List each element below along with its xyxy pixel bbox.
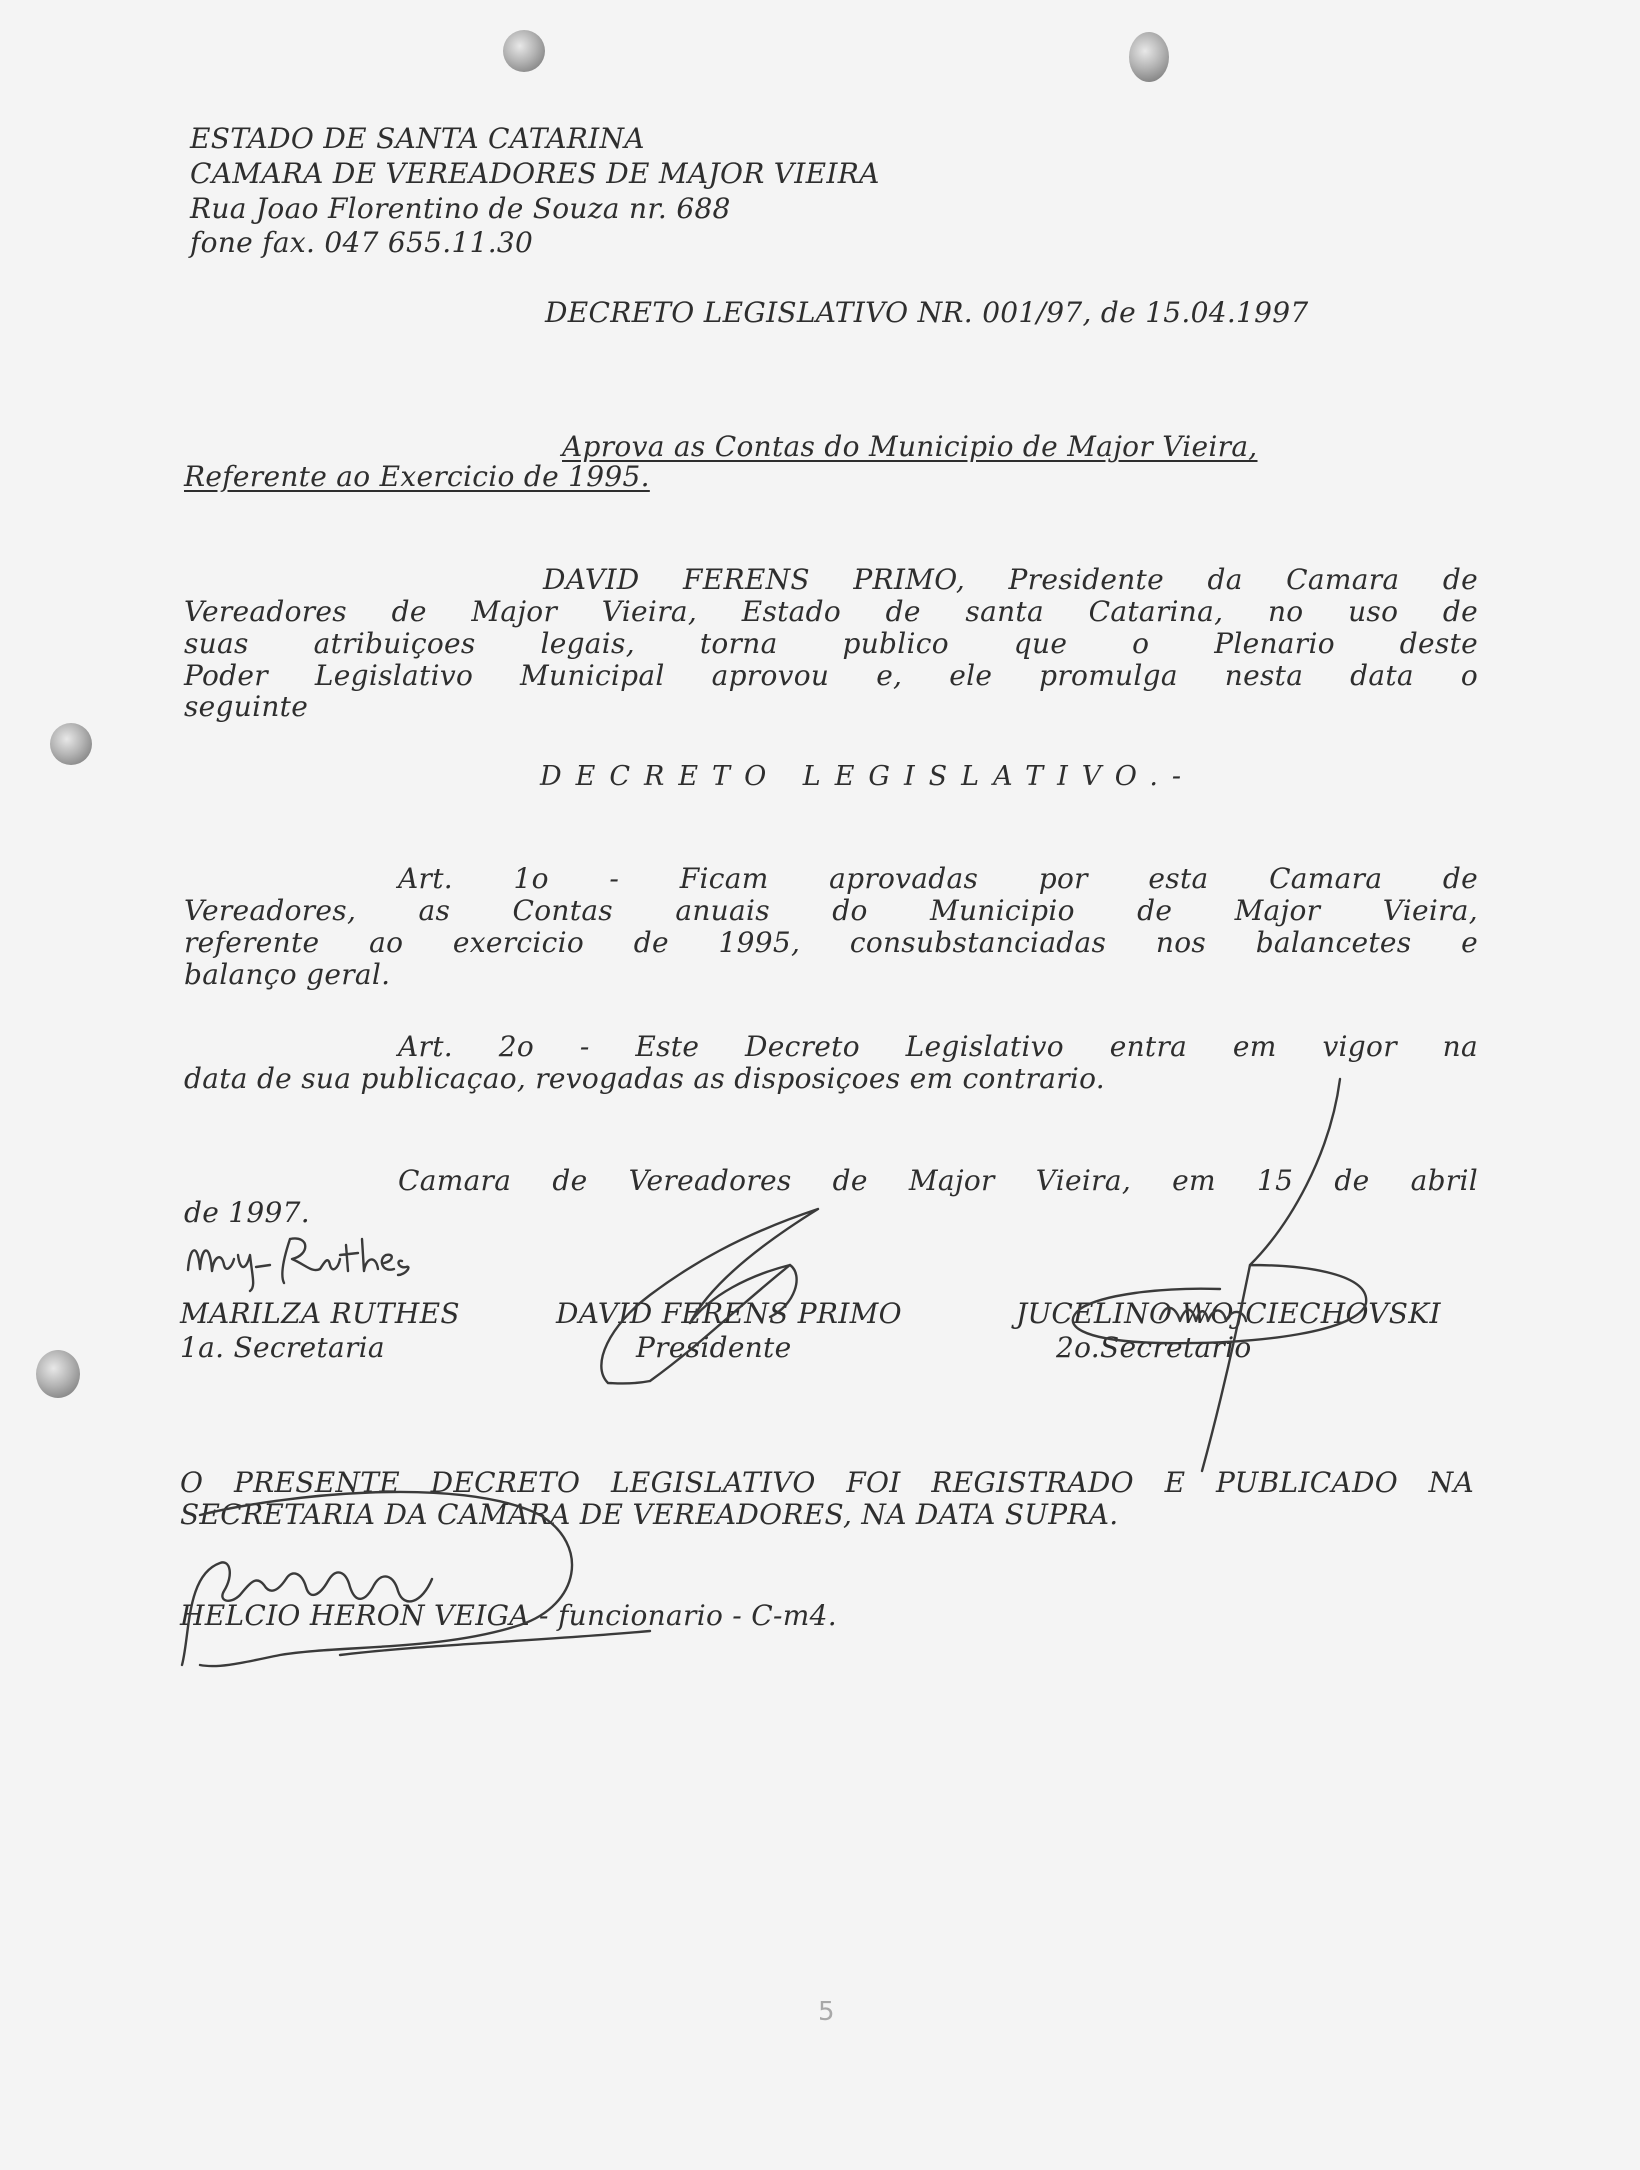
summary-line-1: Aprova as Contas do Municipio de Major Vieira, bbox=[562, 430, 1258, 463]
punch-hole-middle-left bbox=[50, 723, 92, 765]
summary-line-2: Referente ao Exercicio de 1995. bbox=[184, 460, 650, 493]
art1-line-4: balanço geral. bbox=[184, 958, 391, 991]
punch-hole-top-right bbox=[1129, 32, 1169, 82]
signatory-role-3: 2o.Secretario bbox=[1056, 1331, 1252, 1364]
decree-title: DECRETO LEGISLATIVO NR. 001/97, de 15.04.1997 bbox=[545, 296, 1309, 329]
signatory-name-3: JUCELINO WOJCIECHOVSKI bbox=[1016, 1297, 1441, 1330]
page-number: 5 bbox=[818, 1997, 835, 2027]
signature-marilza-ruthes bbox=[180, 1225, 460, 1295]
header-state: ESTADO DE SANTA CATARINA bbox=[190, 122, 645, 155]
registration-line-2: SECRETARIA DA CAMARA DE VEREADORES, NA DATA SUPRA. bbox=[180, 1498, 1119, 1531]
punch-hole-lower-left bbox=[36, 1350, 80, 1398]
preamble-line-3: suas atribuiçoes legais, torna publico que o Plenario deste bbox=[184, 627, 1478, 660]
signature-helcio-heron-veiga bbox=[160, 1455, 660, 1675]
art1-line-2: Vereadores, as Contas anuais do Municipio de Major Vieira, bbox=[184, 894, 1478, 927]
preamble-line-1: DAVID FERENS PRIMO, Presidente da Camara de bbox=[543, 563, 1478, 596]
art2-line-1: Art. 2o - Este Decreto Legislativo entra em vigor na bbox=[398, 1030, 1478, 1063]
punch-hole-top-left bbox=[503, 30, 545, 72]
header-address: Rua Joao Florentino de Souza nr. 688 bbox=[190, 192, 731, 225]
preamble-line-2: Vereadores de Major Vieira, Estado de santa Catarina, no uso de bbox=[184, 595, 1478, 628]
signatory-role-2: Presidente bbox=[636, 1331, 792, 1364]
signatory-name-2: DAVID FERENS PRIMO bbox=[556, 1297, 902, 1330]
signature-david-ferens-primo bbox=[590, 1205, 840, 1385]
art2-line-2: data de sua publicaçao, revogadas as disposiçoes em contrario. bbox=[184, 1062, 1106, 1095]
closing-line-1: Camara de Vereadores de Major Vieira, em 15 de abril bbox=[398, 1164, 1478, 1197]
signature-jucelino-wojciechovski bbox=[1040, 1075, 1380, 1475]
signatory-name-1: MARILZA RUTHES bbox=[180, 1297, 460, 1330]
closing-line-2: de 1997. bbox=[184, 1196, 310, 1229]
signatory-role-1: 1a. Secretaria bbox=[180, 1331, 385, 1364]
preamble-line-4: Poder Legislativo Municipal aprovou e, ele promulga nesta data o bbox=[184, 659, 1478, 692]
art1-line-1: Art. 1o - Ficam aprovadas por esta Camara de bbox=[398, 862, 1478, 895]
header-chamber: CAMARA DE VEREADORES DE MAJOR VIEIRA bbox=[190, 157, 880, 190]
registration-line-1: O PRESENTE DECRETO LEGISLATIVO FOI REGISTRADO E PUBLICADO NA bbox=[180, 1466, 1474, 1499]
preamble-line-5: seguinte bbox=[184, 690, 309, 723]
clerk-line: HELCIO HERON VEIGA - funcionario - C-m4. bbox=[180, 1599, 837, 1632]
header-phone: fone fax. 047 655.11.30 bbox=[190, 226, 534, 259]
decree-heading: DECRETO LEGISLATIVO.- bbox=[540, 761, 1196, 792]
art1-line-3: referente ao exercicio de 1995, consubstanciadas nos balancetes e bbox=[184, 926, 1478, 959]
